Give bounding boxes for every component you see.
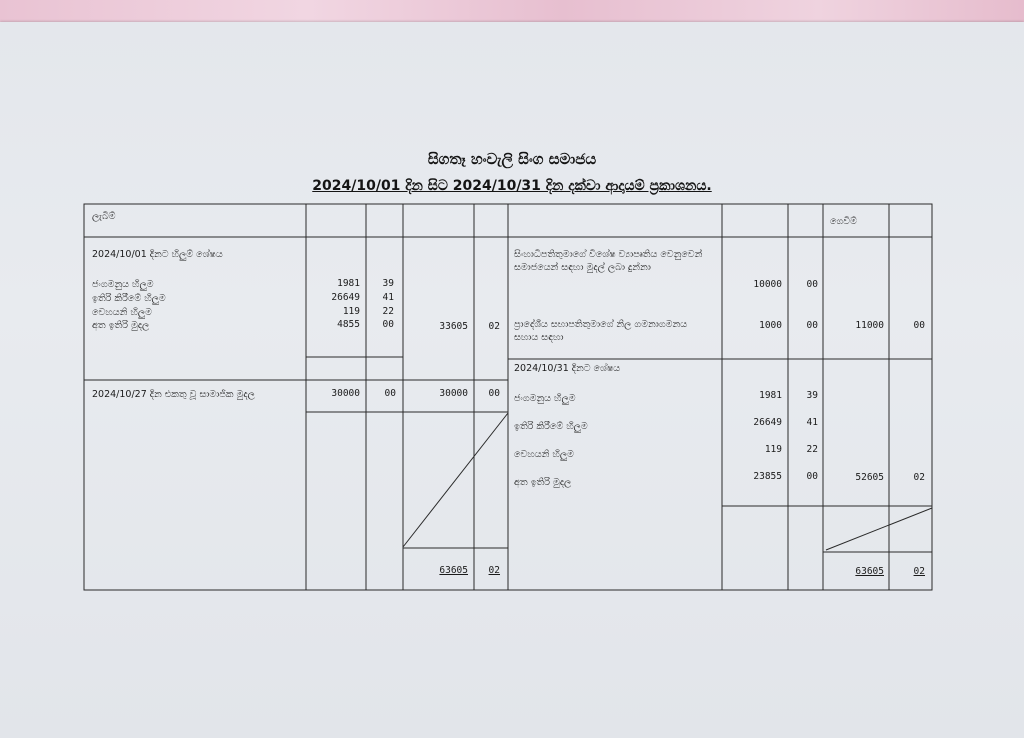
closing-item-cts: 39 [806,390,818,401]
member-deposit-total-cts: 00 [488,388,500,399]
closing-item-cts: 00 [806,471,818,482]
opening-item-rs: 4855 [337,319,360,330]
closing-item-rs: 119 [764,444,782,455]
closing-item-rs: 26649 [753,417,782,428]
opening-item-cts: 22 [382,306,394,317]
opening-total-rs: 33605 [439,321,468,332]
opening-item-cts: 41 [382,292,394,303]
closing-total-rs: 52605 [855,472,884,483]
payments-grand-total-cts: 02 [913,566,925,577]
member-deposit-rs: 30000 [331,388,360,399]
closing-total-cts: 02 [913,472,925,483]
opening-total-cts: 02 [488,321,500,332]
opening-item-cts: 00 [382,319,394,330]
expense-2-cts: 00 [806,320,818,331]
closing-item-rs: 1981 [759,390,782,401]
closing-item-cts: 22 [806,444,818,455]
expense-total-cts: 00 [913,320,925,331]
receipts-heading: ලැබීම් [92,211,116,222]
opening-item-label: අත ඉතිරි මුදල [92,320,150,331]
opening-item-cts: 39 [382,278,394,289]
closing-item-rs: 23855 [753,471,782,482]
closing-item-label: වෙහයනි හිලුම [514,449,574,460]
opening-item-label: ජංගමනුය හිලුම [92,279,154,290]
payments-heading: ගෙවීම් [830,216,857,227]
member-deposit-label: 2024/10/27 දින එකතු වූ සාමාජික මුදල [92,389,255,400]
receipts-grand-total-rs: 63605 [439,565,468,576]
opening-item-label: වෙහයනි හිලුම [92,307,152,318]
expense-1-label: සිංහාධිපතිතුමාගේ විශේෂ ව්‍යාපෘතිය වෙනුවෙන් සමාජයෙන් සඳහා මුදල් ලබා දුන්නා [514,249,703,273]
opening-item-rs: 1981 [337,278,360,289]
closing-item-label: ජංගමනුය හිලුම [514,393,576,404]
payments-grand-total-rs: 63605 [855,566,884,577]
document-title: සිගතෑ හංවැලි සිංග සමාජය [427,150,597,168]
opening-balance-label: 2024/10/01 දිනට හිලුම් ශේෂය [92,249,223,260]
expense-total-rs: 11000 [855,320,884,331]
closing-item-label: ඉතිරි කිරීමේ හිලුම [514,421,588,432]
closing-balance-label: 2024/10/31 දිනට ශේෂය [514,363,621,374]
member-deposit-total-rs: 30000 [439,388,468,399]
expense-2-label: ප්‍රාදේශීය සභාපතිතුමාගේ නිල ගමනාගමනය සහාය සඳහා [514,319,688,343]
member-deposit-cts: 00 [384,388,396,399]
receipts-grand-total-cts: 02 [488,565,500,576]
opening-item-rs: 119 [342,306,360,317]
opening-item-label: ඉතිරි කිරීමේ හිලුම [92,293,166,304]
closing-item-label: අත ඉතිරි මුදල [514,477,572,488]
expense-1-cts: 00 [806,279,818,290]
closing-item-cts: 41 [806,417,818,428]
document-subtitle: 2024/10/01 දින සිට 2024/10/31 දින දක්වා ආදායම් ප්‍රකාශනය. [312,178,712,194]
expense-1-rs: 10000 [753,279,782,290]
expense-2-rs: 1000 [759,320,782,331]
opening-item-rs: 26649 [331,292,360,303]
